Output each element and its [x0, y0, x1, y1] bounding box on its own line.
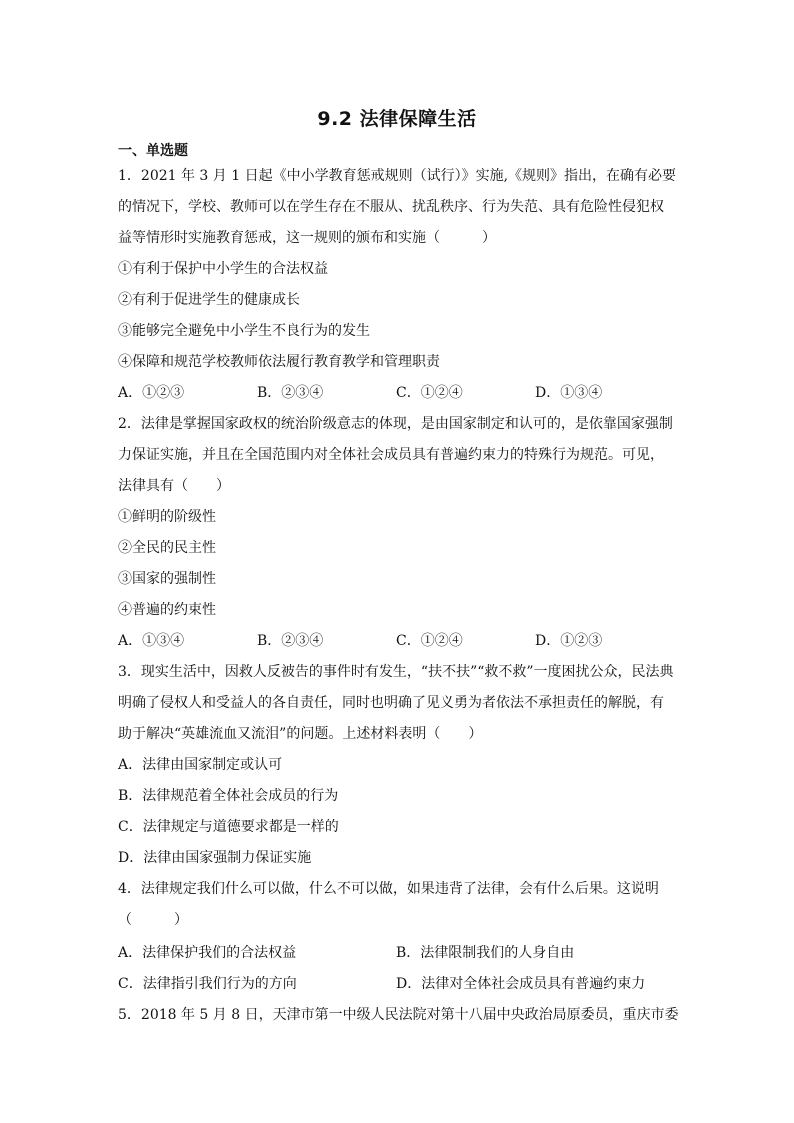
q2-stem-line: 法律具有（ ）	[118, 478, 230, 494]
q2-option-b: B．②③④	[257, 633, 324, 649]
q3-option-b: B．法律规范着全体社会成员的行为	[118, 788, 339, 804]
q1-item: ②有利于促进学生的健康成长	[118, 292, 300, 308]
q1-stem-line: 的情况下，学校、教师可以在学生存在不服从、扰乱秩序、行为失范、具有危险性侵犯权	[118, 199, 664, 215]
section-heading: 一、单选题	[118, 143, 188, 159]
q2-option-d: D．①②③	[535, 633, 603, 649]
q3-option-a: A．法律由国家制定或认可	[118, 757, 283, 773]
q1-option-b: B．②③④	[257, 385, 324, 401]
q1-stem-line: 1．2021 年 3 月 1 日起《中小学教育惩戒规则（试行）》实施,《规则》指出，在确有必要	[118, 168, 677, 184]
q5-stem-line: 5．2018 年 5 月 8 日，天津市第一中级人民法院对第十八届中央政治局原委员，重庆市委	[118, 1007, 679, 1023]
q2-item: ③国家的强制性	[118, 571, 216, 587]
q4-stem-line: 4．法律规定我们什么可以做，什么不可以做，如果违背了法律，会有什么后果。这说明	[118, 881, 659, 897]
q3-option-c: C．法律规定与道德要求都是一样的	[118, 819, 339, 835]
q2-item: ④普遍的约束性	[118, 602, 216, 618]
q1-item: ①有利于保护中小学生的合法权益	[118, 261, 328, 277]
q2-option-a: A．①③④	[118, 633, 185, 649]
q4-option-c: C．法律指引我们行为的方向	[118, 976, 297, 992]
q2-stem-line: 力保证实施，并且在全国范围内对全体社会成员具有普遍约束力的特殊行为规范。可见，	[118, 447, 664, 463]
q1-option-d: D．①③④	[535, 385, 603, 401]
document-title: 9.2 法律保障生活	[317, 108, 477, 130]
q3-stem-line: 助于解决“英雄流血又流泪”的问题。上述材料表明（ ）	[118, 726, 483, 742]
q1-stem-line: 益等情形时实施教育惩戒，这一规则的颁布和实施（ ）	[118, 230, 496, 246]
q4-option-a: A．法律保护我们的合法权益	[118, 945, 297, 961]
q3-stem-line: 3．现实生活中，因救人反被告的事件时有发生，“扶不扶”“救不救”一度困扰公众，民法典	[118, 664, 674, 680]
q3-stem-line: 明确了侵权人和受益人的各自责任，同时也明确了见义勇为者依法不承担责任的解脱，有	[118, 695, 664, 711]
q4-option-b: B．法律限制我们的人身自由	[396, 945, 575, 961]
q2-stem-line: 2．法律是掌握国家政权的统治阶级意志的体现，是由国家制定和认可的，是依靠国家强制	[118, 416, 673, 432]
q2-item: ②全民的民主性	[118, 540, 216, 556]
q1-option-c: C．①②④	[396, 385, 463, 401]
q4-stem-line: （ ）	[118, 912, 188, 928]
q2-item: ①鲜明的阶级性	[118, 509, 216, 525]
q2-option-c: C．①②④	[396, 633, 463, 649]
q4-option-d: D．法律对全体社会成员具有普遍约束力	[396, 976, 646, 992]
q1-item: ③能够完全避免中小学生不良行为的发生	[118, 323, 370, 339]
q1-option-a: A．①②③	[118, 385, 185, 401]
q1-item: ④保障和规范学校教师依法履行教育教学和管理职责	[118, 354, 440, 370]
q3-option-d: D．法律由国家强制力保证实施	[118, 850, 312, 866]
